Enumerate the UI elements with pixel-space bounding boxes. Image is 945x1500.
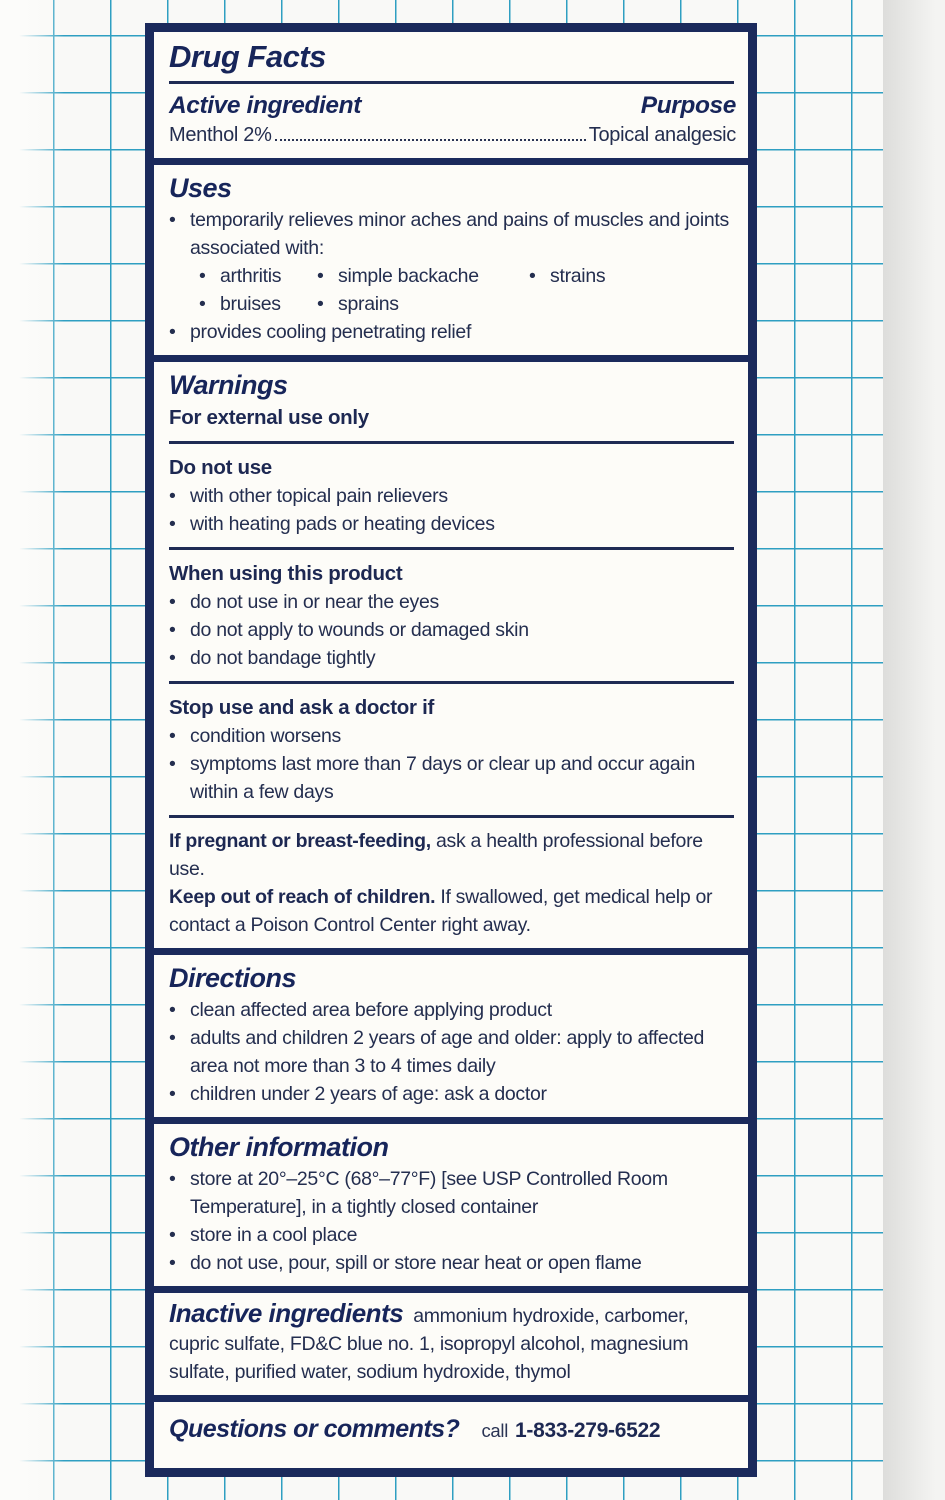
section-uses (154, 165, 748, 355)
inactive-ingredients-heading: Inactive ingredients (169, 1298, 404, 1328)
list-item (317, 262, 529, 290)
list-item (169, 206, 736, 262)
uses-sub-row-1 (199, 262, 736, 290)
list-item (169, 1249, 736, 1277)
pregnant-warning-lead: If pregnant or breast-feeding, (169, 830, 431, 852)
bullet-icon: • (169, 321, 176, 343)
bullet-icon: • (169, 1027, 176, 1049)
list-item (169, 722, 736, 750)
list-item (169, 588, 736, 616)
ingredient-row (169, 122, 736, 149)
questions-heading: Questions or comments? (169, 1415, 460, 1443)
list-item (169, 1165, 736, 1221)
bullet-icon: • (169, 619, 176, 641)
right-page-edge-shadow (883, 0, 945, 1500)
ingredient-name: Menthol 2% (169, 124, 272, 146)
bullet-text: do not apply to wounds or damaged skin (190, 619, 529, 641)
bullet-icon: • (169, 725, 176, 747)
section-warnings (154, 362, 748, 948)
pregnant-warning (169, 827, 736, 883)
list-item (529, 262, 605, 290)
when-using-subhead: When using this product (169, 562, 403, 585)
bullet-text: do not use in or near the eyes (190, 591, 440, 613)
bullet-icon: • (169, 999, 176, 1021)
subsection-rule (169, 815, 734, 818)
questions-row (169, 1408, 736, 1447)
bullet-icon: • (169, 209, 176, 231)
bullet-icon: • (317, 265, 324, 287)
bullet-icon: • (169, 1252, 176, 1274)
bullet-icon: • (169, 485, 176, 507)
inactive-ingredients-paragraph (169, 1299, 736, 1386)
bullet-text: symptoms last more than 7 days or clear up and occur again within a few days (190, 753, 696, 803)
bullet-text: arthritis (220, 265, 282, 287)
do-not-use-subhead: Do not use (169, 456, 272, 479)
bullet-text: strains (550, 265, 606, 287)
list-item (169, 996, 736, 1024)
list-item (169, 616, 736, 644)
stop-use-subhead: Stop use and ask a doctor if (169, 696, 434, 719)
bullet-text: bruises (220, 293, 281, 315)
dotted-leader (275, 139, 586, 141)
bullet-text: provides cooling penetrating relief (190, 321, 472, 343)
pregnant-warning-text: ask a health professional before use. (169, 830, 703, 880)
phone-number: 1-833-279-6522 (515, 1419, 661, 1442)
bullet-text: adults and children 2 years of age and older: apply to affected area not more than 3 to 4 times daily (190, 1027, 705, 1077)
bullet-icon: • (199, 293, 206, 315)
subsection-rule (169, 441, 734, 444)
bullet-text: do not use, pour, spill or store near heat or open flame (190, 1252, 642, 1274)
list-item (199, 262, 317, 290)
children-warning (169, 883, 736, 939)
bullet-text: with other topical pain relievers (190, 485, 448, 507)
bullet-text: children under 2 years of age: ask a doctor (190, 1083, 547, 1105)
list-item (317, 290, 399, 318)
drug-facts-title: Drug Facts (169, 39, 326, 74)
list-item (169, 644, 736, 672)
call-label: call (481, 1420, 509, 1441)
external-use-subhead: For external use only (169, 406, 369, 429)
children-warning-lead: Keep out of reach of children. (169, 886, 436, 908)
list-item (169, 1080, 736, 1108)
list-item (169, 1221, 736, 1249)
section-header (154, 32, 748, 158)
section-divider (154, 355, 748, 362)
drug-facts-panel (145, 23, 757, 1477)
section-inactive-ingredients (154, 1293, 748, 1395)
bullet-icon: • (169, 1168, 176, 1190)
list-item (169, 482, 736, 510)
children-warning-text: If swallowed, get medical help or contact a Poison Control Center right away. (169, 886, 713, 936)
bullet-text: store at 20°–25°C (68°–77°F) [see USP Controlled Room Temperature], in a tightly closed container (190, 1168, 668, 1218)
active-ingredient-label: Active ingredient (169, 92, 361, 119)
subsection-rule (169, 681, 734, 684)
list-item (169, 750, 736, 806)
bullet-icon: • (169, 753, 176, 775)
section-other-information (154, 1124, 748, 1286)
section-questions (154, 1402, 748, 1468)
bullet-icon: • (169, 1224, 176, 1246)
bullet-icon: • (529, 265, 536, 287)
section-divider (154, 158, 748, 165)
list-item (169, 510, 736, 538)
uses-sub-row-2 (199, 290, 736, 318)
purpose-label: Purpose (640, 92, 736, 119)
ingredient-purpose: Topical analgesic (588, 124, 736, 146)
bullet-text: condition worsens (190, 725, 341, 747)
bullet-text: clean affected area before applying product (190, 999, 552, 1021)
bullet-icon: • (199, 265, 206, 287)
bullet-icon: • (169, 591, 176, 613)
title-rule (169, 81, 734, 84)
section-divider (154, 1286, 748, 1293)
bullet-text: with heating pads or heating devices (190, 513, 495, 535)
bullet-text: simple backache (338, 265, 479, 287)
bullet-icon: • (317, 293, 324, 315)
list-item (169, 318, 736, 346)
active-ingredient-row (169, 90, 736, 122)
bullet-text: do not bandage tightly (190, 647, 376, 669)
warnings-heading: Warnings (169, 370, 288, 400)
subsection-rule (169, 547, 734, 550)
section-directions (154, 955, 748, 1117)
bullet-icon: • (169, 647, 176, 669)
bullet-text: sprains (338, 293, 399, 315)
section-divider (154, 1395, 748, 1402)
bullet-text: store in a cool place (190, 1224, 358, 1246)
bullet-icon: • (169, 513, 176, 535)
left-page-fade (0, 0, 64, 1500)
bullet-text: temporarily relieves minor aches and pains of muscles and joints associated with: (190, 209, 729, 259)
directions-heading: Directions (169, 963, 297, 993)
list-item (169, 1024, 736, 1080)
list-item (199, 290, 317, 318)
bullet-icon: • (169, 1083, 176, 1105)
section-divider (154, 1117, 748, 1124)
other-information-heading: Other information (169, 1132, 389, 1162)
uses-heading: Uses (169, 173, 232, 203)
inactive-ingredients-text: ammonium hydroxide, carbomer, cupric sulfate, FD&C blue no. 1, isopropyl alcohol, magnesium sulfate, purified water, sodium hydroxide, thymol (169, 1305, 689, 1383)
section-divider (154, 948, 748, 955)
